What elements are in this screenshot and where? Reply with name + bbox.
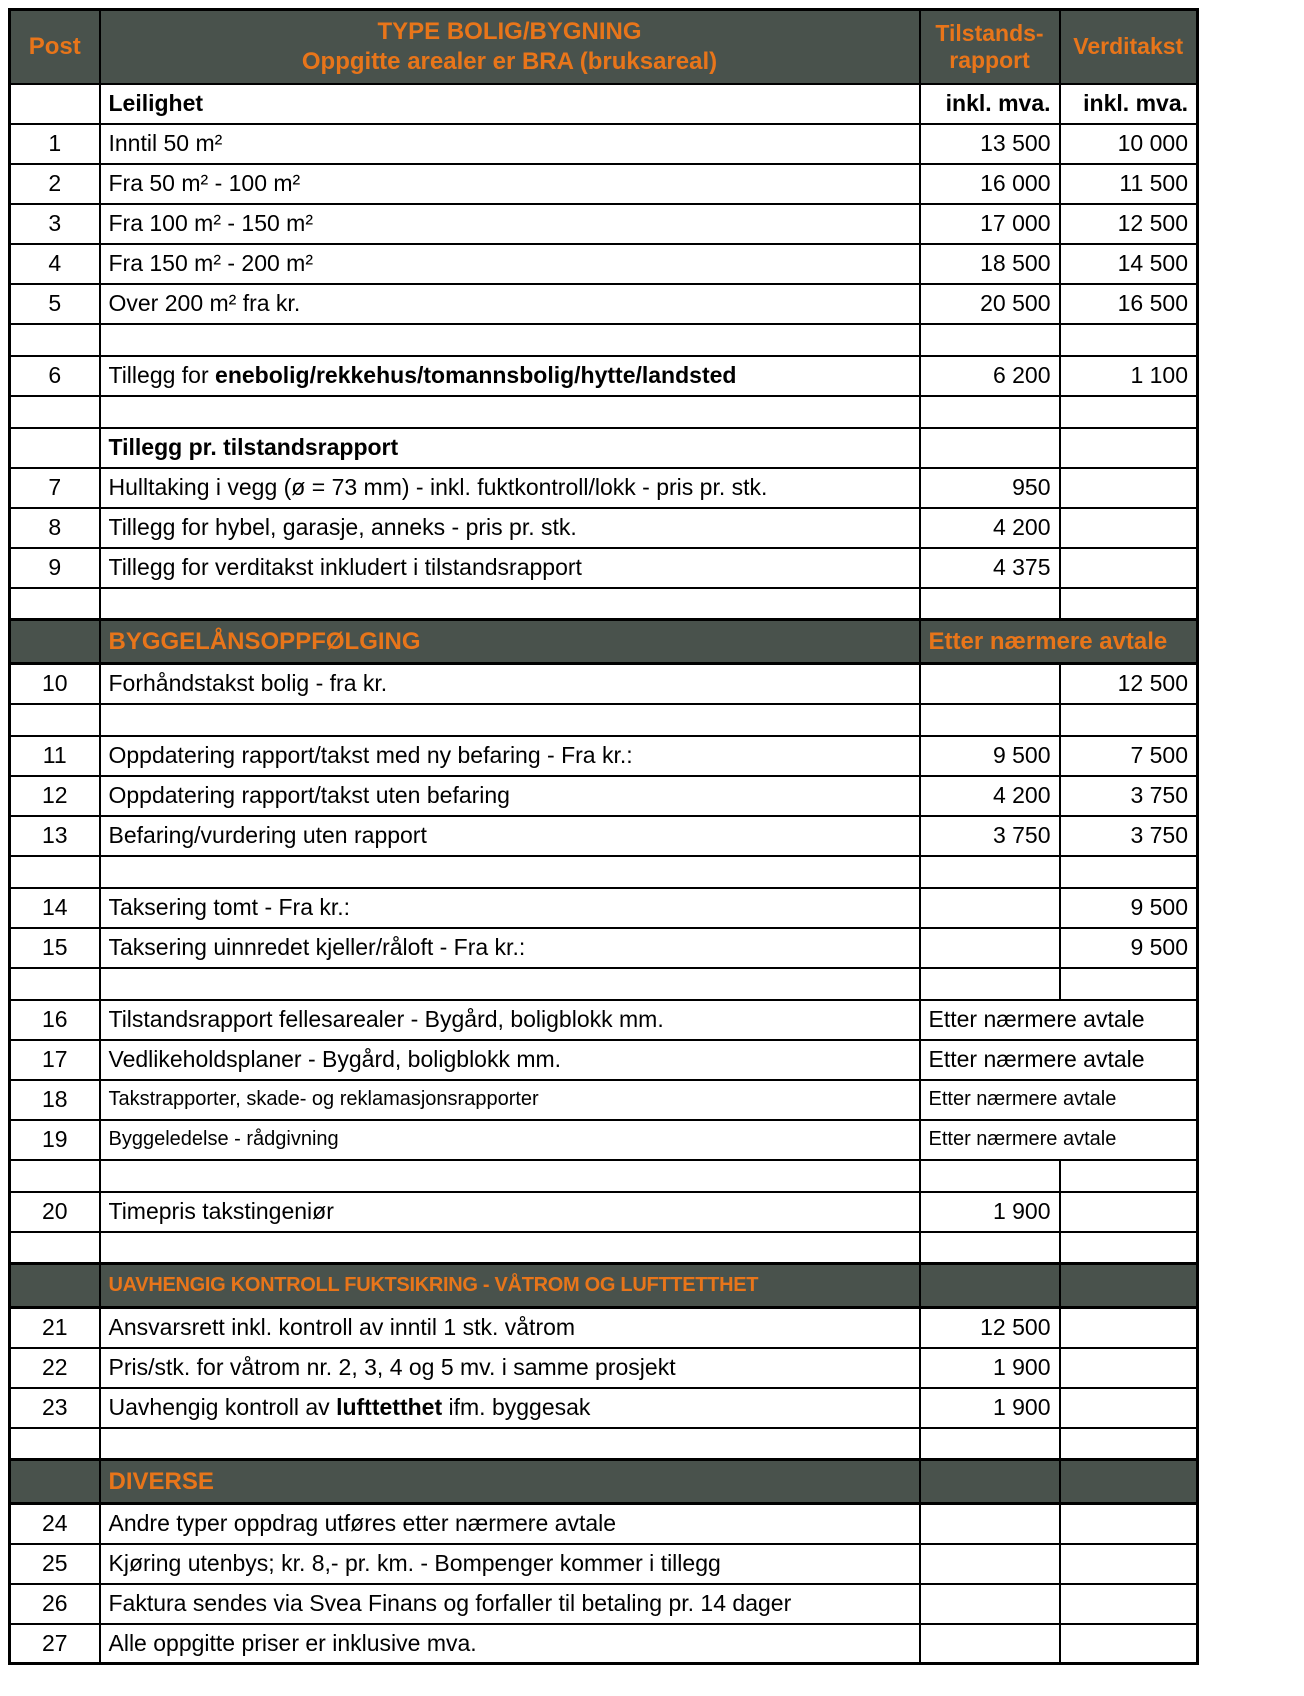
price-tilstandsrapport-cell <box>920 1584 1060 1624</box>
price-tilstandsrapport-cell <box>920 1544 1060 1584</box>
post-cell <box>10 1160 100 1192</box>
table-row <box>10 1120 1198 1160</box>
post-cell <box>10 1428 100 1460</box>
post-cell <box>10 84 100 124</box>
description-cell: Kjøring utenbys; kr. 8,- pr. km. - Bompenger kommer i tillegg <box>100 1544 920 1584</box>
description-cell: Andre typer oppdrag utføres etter nærmere avtale <box>100 1504 920 1544</box>
price-verditakst-cell <box>1060 324 1198 356</box>
spacer-row <box>10 588 1198 620</box>
price-tilstandsrapport-cell: 4 375 <box>920 548 1060 588</box>
description-cell: Oppdatering rapport/takst med ny befaring - Fra kr.: <box>100 736 920 776</box>
post-cell: 27 <box>10 1624 100 1664</box>
merged-note-cell: Etter nærmere avtale <box>920 1040 1198 1080</box>
price-tilstandsrapport-cell: inkl. mva. <box>920 84 1060 124</box>
section-header-row <box>10 1264 1198 1308</box>
price-verditakst-cell <box>1060 1504 1198 1544</box>
post-cell <box>10 1232 100 1264</box>
table-row <box>10 1388 1198 1428</box>
table-row <box>10 508 1198 548</box>
price-verditakst-cell: 3 750 <box>1060 816 1198 856</box>
post-cell: 19 <box>10 1120 100 1160</box>
table-row <box>10 124 1198 164</box>
column-header-row <box>10 10 1198 84</box>
post-cell: 8 <box>10 508 100 548</box>
post-cell: 16 <box>10 1000 100 1040</box>
price-tilstandsrapport-cell <box>920 888 1060 928</box>
description-cell: Taksering tomt - Fra kr.: <box>100 888 920 928</box>
spacer-row <box>10 968 1198 1000</box>
price-tilstandsrapport-cell <box>920 928 1060 968</box>
description-cell: Takstrapporter, skade- og reklamasjonsrapporter <box>100 1080 920 1120</box>
price-tilstandsrapport-cell <box>920 856 1060 888</box>
description-cell: Inntil 50 m² <box>100 124 920 164</box>
post-cell <box>10 588 100 620</box>
description-cell: Vedlikeholdsplaner - Bygård, boligblokk mm. <box>100 1040 920 1080</box>
price-verditakst-cell <box>1060 508 1198 548</box>
tilstandsrapport-column-header <box>920 10 1060 84</box>
price-tilstandsrapport-cell: 950 <box>920 468 1060 508</box>
price-tilstandsrapport-cell: 6 200 <box>920 356 1060 396</box>
description-cell: Alle oppgitte priser er inklusive mva. <box>100 1624 920 1664</box>
description-cell: Hulltaking i vegg (ø = 73 mm) - inkl. fuktkontroll/lokk - pris pr. stk. <box>100 468 920 508</box>
post-column-header <box>10 10 100 84</box>
price-tilstandsrapport-cell <box>920 664 1060 704</box>
sub-header-row <box>10 84 1198 124</box>
post-cell: 6 <box>10 356 100 396</box>
description-segment: Tillegg for <box>108 362 216 388</box>
description-cell: Taksering uinnredet kjeller/råloft - Fra kr.: <box>100 928 920 968</box>
table-row <box>10 928 1198 968</box>
price-verditakst-cell: 12 500 <box>1060 204 1198 244</box>
spacer-row <box>10 1232 1198 1264</box>
price-tilstandsrapport-cell: 18 500 <box>920 244 1060 284</box>
description-cell: Oppdatering rapport/takst uten befaring <box>100 776 920 816</box>
post-cell: 15 <box>10 928 100 968</box>
table-row <box>10 1348 1198 1388</box>
price-verditakst-cell: 10 000 <box>1060 124 1198 164</box>
spacer-row <box>10 324 1198 356</box>
price-tilstandsrapport-cell <box>920 1504 1060 1544</box>
description-cell: Pris/stk. for våtrom nr. 2, 3, 4 og 5 mv. i samme prosjekt <box>100 1348 920 1388</box>
post-column-label: Post <box>28 32 81 60</box>
post-cell: 4 <box>10 244 100 284</box>
table-row <box>10 284 1198 324</box>
spacer-row <box>10 704 1198 736</box>
post-cell: 12 <box>10 776 100 816</box>
description-bold-segment: lufttetthet <box>336 1394 443 1420</box>
post-cell: 5 <box>10 284 100 324</box>
post-cell <box>10 620 100 664</box>
description-cell: Tilstandsrapport fellesarealer - Bygård, boligblokk mm. <box>100 1000 920 1040</box>
table-row <box>10 1624 1198 1664</box>
price-tilstandsrapport-cell <box>920 704 1060 736</box>
verditakst-label: Verditakst <box>1073 33 1184 60</box>
type-column-header <box>100 10 920 84</box>
description-cell: Forhåndstakst bolig - fra kr. <box>100 664 920 704</box>
description-cell: Faktura sendes via Svea Finans og forfaller til betaling pr. 14 dager <box>100 1584 920 1624</box>
price-tilstandsrapport-cell <box>920 1460 1060 1504</box>
post-cell: 10 <box>10 664 100 704</box>
description-segment: Uavhengig kontroll av <box>108 1394 337 1420</box>
post-cell <box>10 856 100 888</box>
price-tilstandsrapport-cell <box>920 588 1060 620</box>
spacer-row <box>10 1428 1198 1460</box>
post-cell: 2 <box>10 164 100 204</box>
price-tilstandsrapport-cell <box>920 428 1060 468</box>
post-cell: 25 <box>10 1544 100 1584</box>
price-verditakst-cell <box>1060 1584 1198 1624</box>
price-verditakst-cell <box>1060 468 1198 508</box>
price-verditakst-cell <box>1060 1160 1198 1192</box>
post-cell <box>10 1460 100 1504</box>
post-cell: 7 <box>10 468 100 508</box>
merged-note-cell: Etter nærmere avtale <box>920 1120 1198 1160</box>
table-row <box>10 1308 1198 1348</box>
table-row <box>10 1192 1198 1232</box>
price-verditakst-cell: 16 500 <box>1060 284 1198 324</box>
description-cell <box>100 1232 920 1264</box>
section-header-row <box>10 620 1198 664</box>
price-verditakst-cell <box>1060 1460 1198 1504</box>
description-cell <box>100 1160 920 1192</box>
price-tilstandsrapport-cell: 1 900 <box>920 1388 1060 1428</box>
price-verditakst-cell <box>1060 1232 1198 1264</box>
description-cell: Over 200 m² fra kr. <box>100 284 920 324</box>
description-cell: Tillegg for hybel, garasje, anneks - pris pr. stk. <box>100 508 920 548</box>
price-tilstandsrapport-cell: 4 200 <box>920 776 1060 816</box>
price-verditakst-cell <box>1060 704 1198 736</box>
description-cell <box>100 704 920 736</box>
price-tilstandsrapport-cell: 1 900 <box>920 1192 1060 1232</box>
post-cell <box>10 428 100 468</box>
price-table <box>8 8 1199 1665</box>
post-cell: 18 <box>10 1080 100 1120</box>
description-bold-segment: enebolig/rekkehus/tomannsbolig/hytte/landsted <box>215 362 737 388</box>
post-cell: 23 <box>10 1388 100 1428</box>
section-header-row <box>10 1460 1198 1504</box>
sub-header-row <box>10 428 1198 468</box>
description-cell: Tillegg pr. tilstandsrapport <box>100 428 920 468</box>
price-verditakst-cell: 11 500 <box>1060 164 1198 204</box>
price-verditakst-cell <box>1060 1428 1198 1460</box>
price-tilstandsrapport-cell: 17 000 <box>920 204 1060 244</box>
description-cell: Byggeledelse - rådgivning <box>100 1120 920 1160</box>
post-cell: 3 <box>10 204 100 244</box>
price-tilstandsrapport-cell <box>920 968 1060 1000</box>
merged-note-cell: Etter nærmere avtale <box>920 1000 1198 1040</box>
table-row <box>10 468 1198 508</box>
tilstandsrapport-label-line2: rapport <box>949 46 1030 73</box>
verditakst-column-header <box>1060 10 1198 84</box>
price-verditakst-cell: 1 100 <box>1060 356 1198 396</box>
table-row <box>10 1504 1198 1544</box>
table-row <box>10 1544 1198 1584</box>
description-cell: Befaring/vurdering uten rapport <box>100 816 920 856</box>
price-verditakst-cell <box>1060 968 1198 1000</box>
price-tilstandsrapport-cell <box>920 1624 1060 1664</box>
price-verditakst-cell <box>1060 1264 1198 1308</box>
description-cell: Tillegg for verditakst inkludert i tilstandsrapport <box>100 548 920 588</box>
description-cell: Leilighet <box>100 84 920 124</box>
table-row <box>10 888 1198 928</box>
description-cell: Timepris takstingeniør <box>100 1192 920 1232</box>
description-cell: Fra 100 m² - 150 m² <box>100 204 920 244</box>
price-tilstandsrapport-cell: 3 750 <box>920 816 1060 856</box>
price-tilstandsrapport-cell: 4 200 <box>920 508 1060 548</box>
price-tilstandsrapport-cell: 13 500 <box>920 124 1060 164</box>
description-segment: ifm. byggesak <box>442 1394 591 1420</box>
table-row <box>10 548 1198 588</box>
post-cell: 9 <box>10 548 100 588</box>
price-verditakst-cell <box>1060 548 1198 588</box>
table-row <box>10 1000 1198 1040</box>
price-tilstandsrapport-cell: 1 900 <box>920 1348 1060 1388</box>
description-cell <box>100 324 920 356</box>
price-verditakst-cell <box>1060 856 1198 888</box>
post-cell <box>10 704 100 736</box>
post-cell: 20 <box>10 1192 100 1232</box>
price-verditakst-cell <box>1060 396 1198 428</box>
description-cell <box>100 396 920 428</box>
post-cell: 21 <box>10 1308 100 1348</box>
price-verditakst-cell <box>1060 428 1198 468</box>
price-verditakst-cell <box>1060 1624 1198 1664</box>
post-cell: 1 <box>10 124 100 164</box>
description-cell <box>100 356 920 396</box>
price-tilstandsrapport-cell <box>920 1264 1060 1308</box>
post-cell: 13 <box>10 816 100 856</box>
type-column-title: TYPE BOLIG/BYGNING <box>377 17 642 45</box>
price-tilstandsrapport-cell <box>920 324 1060 356</box>
table-row <box>10 164 1198 204</box>
table-row <box>10 664 1198 704</box>
table-row <box>10 356 1198 396</box>
price-verditakst-cell <box>1060 1544 1198 1584</box>
post-cell: 24 <box>10 1504 100 1544</box>
price-verditakst-cell <box>1060 1348 1198 1388</box>
price-verditakst-cell <box>1060 1308 1198 1348</box>
table-row <box>10 244 1198 284</box>
description-cell <box>100 1388 920 1428</box>
post-cell: 26 <box>10 1584 100 1624</box>
table-row <box>10 776 1198 816</box>
section-title-cell: UAVHENGIG KONTROLL FUKTSIKRING - VÅTROM OG LUFTTETTHET <box>100 1264 920 1308</box>
price-tilstandsrapport-cell: 9 500 <box>920 736 1060 776</box>
description-cell <box>100 588 920 620</box>
post-cell: 11 <box>10 736 100 776</box>
price-verditakst-cell: 7 500 <box>1060 736 1198 776</box>
section-title-cell: BYGGELÅNSOPPFØLGING <box>100 620 920 664</box>
table-row <box>10 816 1198 856</box>
price-verditakst-cell: 3 750 <box>1060 776 1198 816</box>
post-cell: 14 <box>10 888 100 928</box>
spacer-row <box>10 396 1198 428</box>
table-row <box>10 1040 1198 1080</box>
price-tilstandsrapport-cell <box>920 396 1060 428</box>
description-cell <box>100 1428 920 1460</box>
post-cell <box>10 396 100 428</box>
table-row <box>10 1584 1198 1624</box>
post-cell <box>10 1264 100 1308</box>
merged-note-cell: Etter nærmere avtale <box>920 620 1198 664</box>
price-verditakst-cell: 12 500 <box>1060 664 1198 704</box>
tilstandsrapport-label-line1: Tilstands- <box>935 19 1044 46</box>
price-verditakst-cell: 14 500 <box>1060 244 1198 284</box>
price-tilstandsrapport-cell: 16 000 <box>920 164 1060 204</box>
post-cell <box>10 324 100 356</box>
description-cell: Fra 150 m² - 200 m² <box>100 244 920 284</box>
price-list-page <box>0 8 1304 1696</box>
price-verditakst-cell <box>1060 588 1198 620</box>
section-title-cell: DIVERSE <box>100 1460 920 1504</box>
price-verditakst-cell: 9 500 <box>1060 928 1198 968</box>
type-column-subtitle: Oppgitte arealer er BRA (bruksareal) <box>301 47 718 75</box>
post-cell: 22 <box>10 1348 100 1388</box>
table-row <box>10 1080 1198 1120</box>
price-verditakst-cell <box>1060 1192 1198 1232</box>
table-row <box>10 736 1198 776</box>
price-verditakst-cell: inkl. mva. <box>1060 84 1198 124</box>
description-cell <box>100 968 920 1000</box>
post-cell <box>10 968 100 1000</box>
price-tilstandsrapport-cell: 12 500 <box>920 1308 1060 1348</box>
price-table-body <box>10 84 1198 1664</box>
description-cell: Ansvarsrett inkl. kontroll av inntil 1 stk. våtrom <box>100 1308 920 1348</box>
description-cell <box>100 856 920 888</box>
price-table-head <box>10 10 1198 84</box>
merged-note-cell: Etter nærmere avtale <box>920 1080 1198 1120</box>
post-cell: 17 <box>10 1040 100 1080</box>
price-tilstandsrapport-cell <box>920 1232 1060 1264</box>
table-row <box>10 204 1198 244</box>
price-tilstandsrapport-cell <box>920 1428 1060 1460</box>
price-tilstandsrapport-cell: 20 500 <box>920 284 1060 324</box>
price-verditakst-cell <box>1060 1388 1198 1428</box>
price-tilstandsrapport-cell <box>920 1160 1060 1192</box>
spacer-row <box>10 856 1198 888</box>
price-verditakst-cell: 9 500 <box>1060 888 1198 928</box>
spacer-row <box>10 1160 1198 1192</box>
description-cell: Fra 50 m² - 100 m² <box>100 164 920 204</box>
